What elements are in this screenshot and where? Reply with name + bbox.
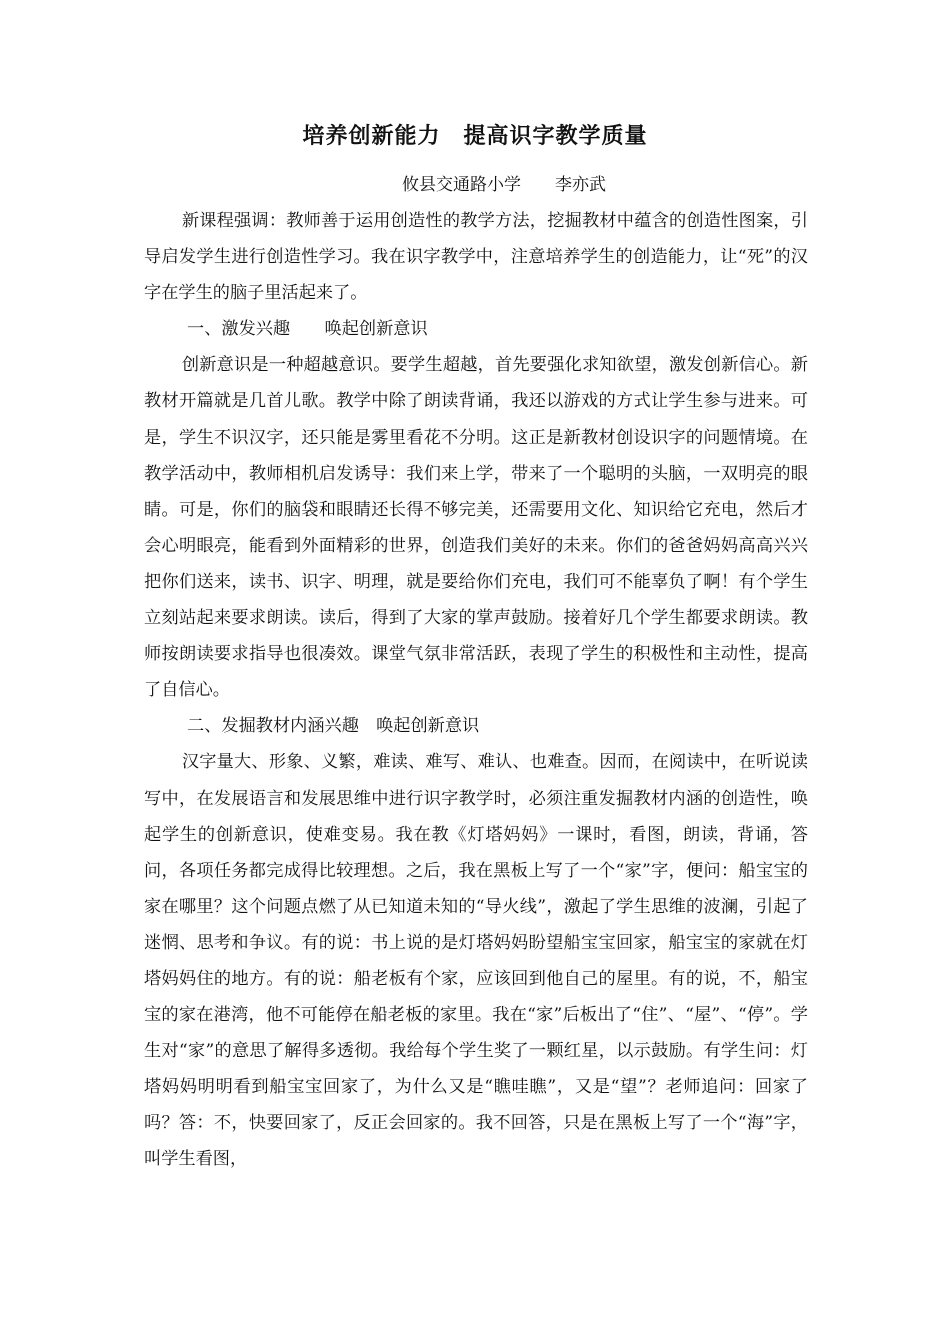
article-body: [144, 203, 808, 1178]
author-line: 攸县交通路小学 李亦武: [402, 175, 606, 195]
body-paragraph: 创新意识是一种超越意识。要学生超越，首先要强化求知欲望，激发创新信心。新教材开篇就是几首儿歌。教学中除了朗读背诵，我还以游戏的方式让学生参与进来。可是，学生不识汉字，还只能是雾里看花不分明。这正是新教材创设识字的问题情境。在教学活动中，教师相机启发诱导：我们来上学，带来了一个聪明的头脑，一双明亮的眼睛。可是，你们的脑袋和眼睛还长得不够完美，还需要用文化、知识给它充电，然后才会心明眼亮，能看到外面精彩的世界，创造我们美好的未来。你们的爸爸妈妈高高兴兴把你们送来，读书、识字、明理，就是要给你们充电，我们可不能辜负了啊！有个学生立刻站起来要求朗读。读后，得到了大家的掌声鼓励。接着好几个学生都要求朗读。教师按朗读要求指导也很凑效。课堂气氛非常活跃，表现了学生的积极性和主动性，提高了自信心。: [144, 355, 808, 701]
section-heading: 一、激发兴趣 唤起创新意识: [187, 319, 428, 340]
body-paragraph: 汉字量大、形象、义繁，难读、难写、难认、也难查。因而，在阅读中，在听说读写中，在发展语言和发展思维中进行识字教学时，必须注重发掘教材内涵的创造性，唤起学生的创新意识，使难变易。我在教《灯塔妈妈》一课时，看图，朗读，背诵，答问，各项任务都完成得比较理想。之后，我在黑板上写了一个“家”字，便问：船宝宝的家在哪里？这个问题点燃了从已知道未知的“导火线”，激起了学生思维的波澜，引起了迷惘、思考和争议。有的说：书上说的是灯塔妈妈盼望船宝宝回家，船宝宝的家就在灯塔妈妈住的地方。有的说：船老板有个家，应该回到他自己的屋里。有的说，不，船宝宝的家在港湾，他不可能停在船老板的家里。我在“家”后板出了“住”、“屋”、“停”。学生对“家”的意思了解得多透彻。我给每个学生奖了一颗红星，以示鼓励。有学生问：灯塔妈妈明明看到船宝宝回家了，为什么又是“瞧哇瞧”，又是“望”？老师追问：回家了吗？答：不，快要回家了，反正会回家的。我不回答，只是在黑板上写了一个“海”字，叫学生看图，: [144, 752, 808, 1170]
section-heading: 二、发掘教材内涵兴趣 唤起创新意识: [187, 716, 480, 737]
document-title: 培养创新能力 提高识字教学质量: [302, 124, 648, 149]
body-paragraph: 新课程强调：教师善于运用创造性的教学方法，挖掘教材中蕴含的创造性图案，引导启发学生进行创造性学习。我在识字教学中，注意培养学生的创造能力，让“死”的汉字在学生的脑子里活起来了。: [144, 211, 808, 304]
